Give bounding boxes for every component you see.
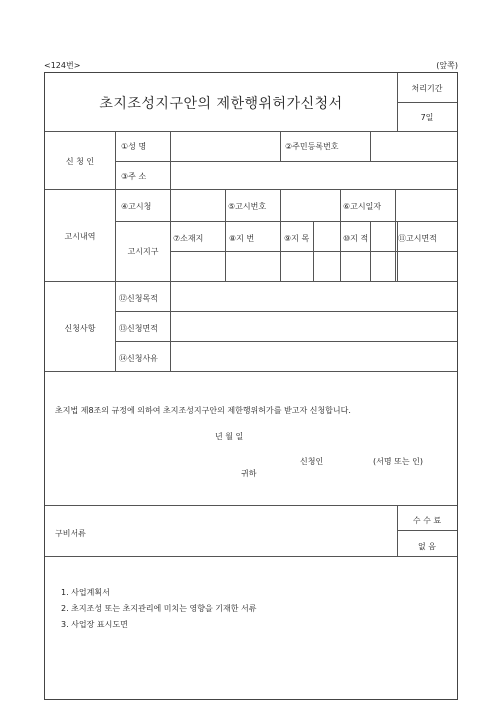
processing-value: 7일	[420, 113, 434, 122]
form-number: <124번>	[44, 61, 81, 70]
applicant-signature-field[interactable]	[330, 451, 375, 467]
notice-district-label: 고시지구	[127, 247, 159, 256]
fee-label: 수 수 료	[412, 516, 442, 525]
divider-statement	[45, 505, 457, 506]
name-label: ①성 명	[121, 142, 147, 151]
notice-number-field[interactable]	[281, 190, 339, 220]
land-area-field[interactable]	[341, 252, 394, 280]
notice-area-label: ⑪고시면적	[398, 234, 437, 243]
address-field[interactable]	[171, 162, 457, 188]
page-side-label: (앞쪽)	[436, 61, 458, 70]
statement-text: 초지법 제8조의 규정에 의하여 초지조성지구안의 제한행위허가를 받고자 신청합니다.	[55, 406, 351, 415]
divider-request	[45, 371, 457, 372]
request-area-label: ⑬신청면적	[119, 324, 158, 333]
divider-fee-inner	[397, 530, 457, 531]
name-field[interactable]	[171, 132, 279, 160]
land-category-label: ⑨지 목	[284, 234, 310, 243]
land-category-field[interactable]	[281, 252, 339, 280]
notice-agency-field[interactable]	[171, 190, 224, 220]
form-title: 초지조성지구안의 제한행위허가신청서	[99, 96, 343, 112]
divider-notice-row1	[115, 221, 457, 222]
request-reason-label: ⑭신청사유	[119, 354, 158, 363]
notice-date-field[interactable]	[396, 190, 457, 220]
divider-documents	[45, 556, 457, 557]
document-item: 3. 사업장 표시도면	[61, 620, 128, 629]
applicant-section-label: 신 청 인	[65, 157, 95, 166]
resident-number-field[interactable]	[371, 132, 457, 160]
divider-section-label	[115, 131, 116, 371]
lot-number-label: ⑧지 번	[229, 234, 255, 243]
signature-note: (서명 또는 인)	[373, 457, 423, 466]
required-documents-label: 구비서류	[55, 529, 86, 538]
notice-area-field[interactable]	[398, 252, 457, 280]
notice-agency-label: ④고시청	[121, 202, 152, 211]
request-section-label: 신청사항	[64, 324, 96, 333]
processing-label: 처리기간	[411, 84, 443, 93]
request-area-field[interactable]	[171, 312, 457, 340]
application-date: 년 월 일	[215, 432, 244, 441]
document-item: 1. 사업계획서	[61, 588, 110, 597]
request-reason-field[interactable]	[171, 342, 457, 370]
divider-resident-left	[280, 131, 281, 161]
addressee-label: 귀하	[241, 469, 257, 478]
document-item: 2. 초지조성 또는 초지관리에 미치는 영향을 기재한 서류	[61, 604, 257, 613]
lot-number-field[interactable]	[226, 252, 279, 280]
land-area-label: ⑩지 적	[343, 234, 369, 243]
notice-date-label: ⑥고시일자	[343, 202, 382, 211]
location-label: ⑦소재지	[173, 234, 204, 243]
notice-number-label: ⑤고시번호	[228, 202, 267, 211]
address-label: ③주 소	[121, 172, 147, 181]
application-form	[44, 72, 458, 700]
divider-processing-inner	[397, 102, 457, 103]
fee-value: 없 음	[418, 542, 436, 551]
request-purpose-field[interactable]	[171, 282, 457, 310]
divider-agency	[225, 189, 226, 221]
request-purpose-label: ⑫신청목적	[119, 294, 158, 303]
notice-section-label: 고시내역	[64, 232, 96, 241]
location-field[interactable]	[171, 252, 224, 280]
resident-number-label: ②주민등록번호	[285, 142, 339, 151]
applicant-signature-label: 신청인	[300, 457, 324, 466]
